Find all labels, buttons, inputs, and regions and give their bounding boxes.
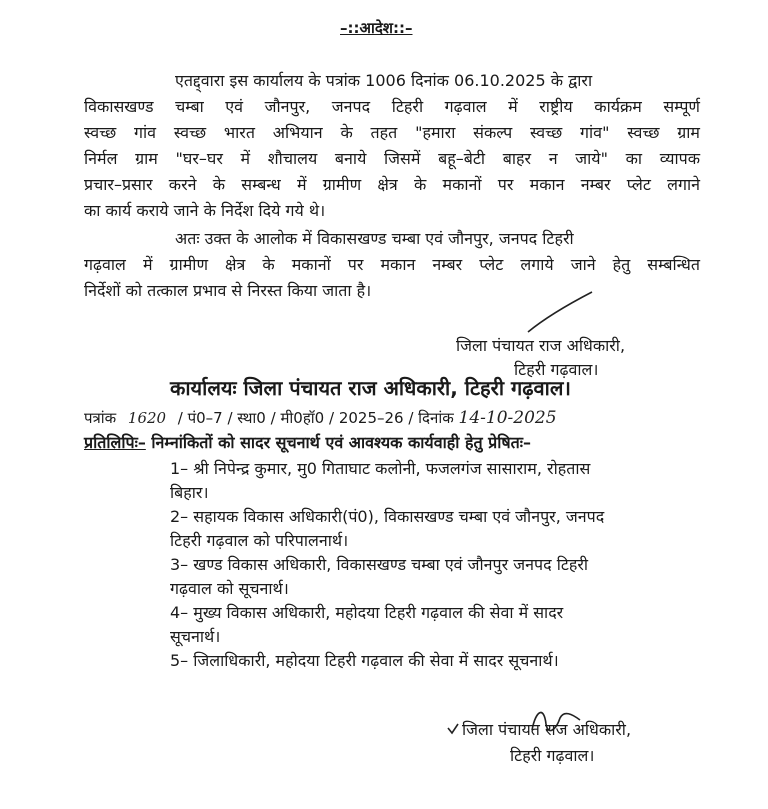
copy-item: 5– जिलाधिकारी, महोदया टिहरी गढ़वाल की सेवा में सादर सूचनार्थ।: [170, 651, 559, 670]
copy-item: 4– मुख्य विकास अधिकारी, महोदया टिहरी गढ़वाल की सेवा में सादर: [170, 603, 564, 622]
para1-line: एतद्द्वारा इस कार्यालय के पत्रांक 1006 दिनांक 06.10.2025 के द्वारा: [175, 71, 593, 90]
copy-label: प्रतिलिपिः–: [84, 433, 146, 452]
para2-line: गढ़वाल में ग्रामीण क्षेत्र के मकानों पर मकान नम्बर प्लेट लगाये जाने हेतु सम्बन्धित: [84, 255, 700, 274]
copy-item: 3– खण्ड विकास अधिकारी, विकासखण्ड चम्बा एवं जौनपुर जनपद टिहरी: [170, 555, 589, 574]
signature-1-place: टिहरी गढ़वाल।: [514, 360, 599, 379]
copy-item-cont: टिहरी गढ़वाल को परिपालनार्थ।: [170, 531, 349, 550]
signature-2-place: टिहरी गढ़वाल।: [510, 746, 595, 765]
para1-line: प्रचार–प्रसार करने के सम्बन्ध में ग्रामीण क्षेत्र के मकानों पर मकान नम्बर प्लेट लगाने: [84, 175, 700, 194]
para2-line: निर्देशों को तत्काल प्रभाव से निरस्त किया जाता है।: [84, 281, 372, 300]
para1-line: विकासखण्ड चम्बा एवं जौनपुर, जनपद टिहरी गढ़वाल में राष्ट्रीय कार्यक्रम सम्पूर्ण: [84, 97, 700, 116]
signature-1-title: जिला पंचायत राज अधिकारी,: [456, 336, 626, 355]
signature-scribble-1: [520, 288, 600, 338]
copy-item: 1– श्री निपेन्द्र कुमार, मु0 गिताघाट कलोनी, फजलगंज सासाराम, रोहतास: [170, 459, 591, 478]
tick-mark: [446, 722, 460, 736]
reference-prefix: पत्रांक: [84, 409, 117, 427]
copy-item-cont: बिहार।: [170, 483, 209, 502]
handwritten-date: 14-10-2025: [458, 408, 557, 428]
reference-line: [84, 408, 557, 428]
copy-item-cont: सूचनार्थ।: [170, 627, 221, 646]
copy-text: निम्नांकितों को सादर सूचनार्थ एवं आवश्यक कार्यवाही हेतु प्रेषितः–: [151, 433, 531, 452]
reference-middle: / पं0–7 / स्था0 / मी0हॉ0 / 2025–26 / दिनांक: [177, 409, 454, 427]
copy-item: 2– सहायक विकास अधिकारी(पं0), विकासखण्ड चम्बा एवं जौनपुर, जनपद: [170, 507, 605, 526]
para1-line: का कार्य कराये जाने के निर्देश दिये गये थे।: [84, 201, 326, 220]
para1-line: निर्मल ग्राम "घर–घर में शौचालय बनाये जिसमें बहू–बेटी बाहर न जाये" का व्यापक: [84, 149, 700, 168]
signature-2-title: जिला पंचायत राज अधिकारी,: [462, 720, 632, 739]
order-title: –::आदेश::–: [340, 19, 413, 37]
office-heading: कार्यालयः जिला पंचायत राज अधिकारी, टिहरी गढ़वाल।: [170, 376, 571, 400]
para2-line: अतः उक्त के आलोक में विकासखण्ड चम्बा एवं जौनपुर, जनपद टिहरी: [175, 229, 574, 248]
para1-line: स्वच्छ गांव स्वच्छ भारत अभियान के तहत "हमारा संकल्प स्वच्छ गांव" स्वच्छ ग्राम: [84, 123, 700, 142]
copy-to-heading: [84, 431, 531, 453]
handwritten-ref-number: 1620: [127, 409, 167, 427]
copy-item-cont: गढ़वाल को सूचनार्थ।: [170, 579, 289, 598]
